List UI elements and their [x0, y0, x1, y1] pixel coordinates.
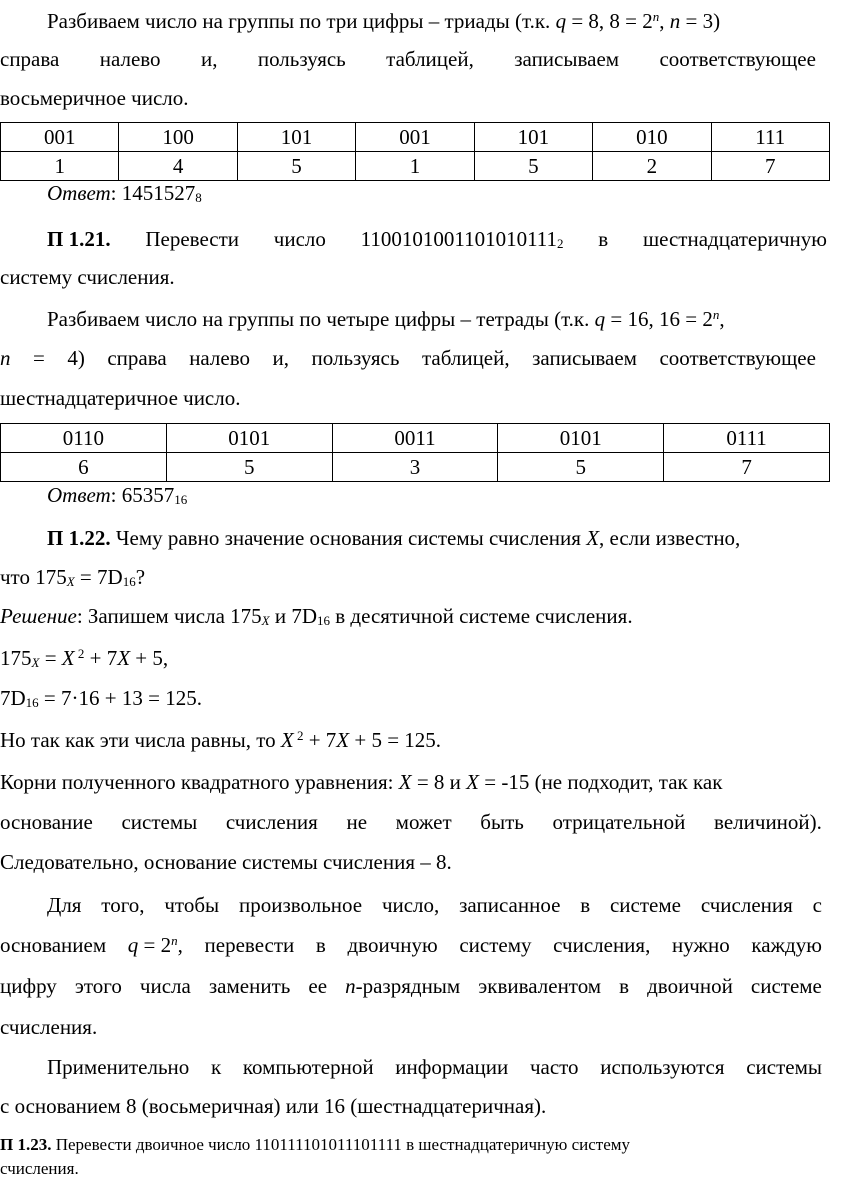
- word: информации: [395, 1055, 509, 1079]
- text: + 7: [84, 646, 118, 670]
- text: =: [39, 646, 62, 670]
- text: + 5 = 125.: [349, 728, 442, 752]
- answer: [47, 485, 863, 506]
- paragraph-line-justified: [0, 49, 816, 70]
- word: записываем: [514, 47, 620, 71]
- exponent: 2: [293, 727, 304, 743]
- var-n: n: [171, 932, 178, 948]
- word: каждую: [751, 933, 822, 957]
- table-cell: 111: [711, 123, 829, 152]
- answer-label: Ответ: [47, 483, 111, 507]
- table-cell: 7: [664, 453, 830, 482]
- word: чтобы: [164, 893, 220, 917]
- word: двоичной: [647, 974, 733, 998]
- word: таблицей,: [386, 47, 474, 71]
- solution-label: Решение: [0, 604, 77, 628]
- word: числа: [139, 974, 191, 998]
- text: Разбиваем число на группы по четыре цифры – тетрады (т.к.: [47, 307, 595, 331]
- paragraph-line: [47, 306, 827, 331]
- table-cell: 001: [1, 123, 119, 152]
- text: = 7·16 + 13 = 125.: [38, 686, 202, 710]
- text: : Запишем числа 175: [76, 604, 262, 628]
- word: записываем: [532, 346, 637, 370]
- text: Чему равно значение основания системы счисления: [110, 526, 587, 550]
- equation-line: [0, 688, 816, 709]
- text: Разбиваем число на группы по три цифры – триады (т.к.: [47, 9, 556, 33]
- table-cell: 0011: [332, 424, 498, 453]
- table-cell: 001: [356, 123, 474, 152]
- word: таблицей,: [421, 346, 510, 370]
- problem-heading: П 1.23.: [0, 1135, 52, 1154]
- table-cell: 3: [332, 453, 498, 482]
- word: к: [210, 1055, 222, 1079]
- var-n: n: [345, 974, 356, 998]
- table-cell: 4: [119, 152, 237, 181]
- text: = 8 и: [411, 770, 467, 794]
- var-x: X: [280, 728, 294, 752]
- var-n: n: [652, 8, 660, 24]
- paragraph-line: [0, 852, 816, 873]
- table-cell: 101: [474, 123, 592, 152]
- text: = 16, 16 = 2: [605, 307, 713, 331]
- word: системы: [121, 810, 198, 834]
- word: с: [812, 893, 822, 917]
- var-q: q: [594, 307, 606, 331]
- problem-1-23-line: [0, 1136, 816, 1153]
- table-cell: 6: [1, 453, 167, 482]
- paragraph-line: [0, 1160, 816, 1177]
- problem-heading: П 1.21.: [47, 227, 111, 251]
- text: -разрядным: [355, 974, 461, 998]
- text: = -15 (не подходит, так как: [478, 770, 723, 794]
- text: счисления.: [0, 1015, 98, 1039]
- word: в: [619, 974, 630, 998]
- text: Перевести двоичное число 110111101011101111 в шестнадцатеричную систему: [51, 1135, 631, 1154]
- text: шестнадцатеричное число.: [0, 386, 241, 410]
- table-cell: 5: [474, 152, 592, 181]
- text: восьмеричное число.: [0, 86, 189, 110]
- word: заменить: [208, 974, 291, 998]
- word: соответствующее: [659, 47, 816, 71]
- table-cell: 5: [237, 152, 355, 181]
- table-cell: 0101: [498, 424, 664, 453]
- tetrads-table: [0, 423, 830, 482]
- table-cell: 5: [498, 453, 664, 482]
- answer: [47, 183, 863, 204]
- table-cell: 2: [593, 152, 711, 181]
- paragraph-line-justified: [0, 976, 822, 997]
- text: = 8, 8 = 2: [566, 9, 653, 33]
- word: число,: [381, 893, 440, 917]
- table-cell: 7: [711, 152, 829, 181]
- word: часто: [529, 1055, 579, 1079]
- table-row: [1, 123, 830, 152]
- word: счисления: [225, 810, 318, 834]
- text: Следовательно, основание системы счисления – 8.: [0, 850, 452, 874]
- text: ,: [659, 9, 670, 33]
- word: того,: [101, 893, 145, 917]
- number: 1100101001101010111: [360, 227, 558, 251]
- table-cell: 1: [356, 152, 474, 181]
- word: пользуясь: [311, 346, 400, 370]
- exponent: 2: [74, 645, 85, 661]
- word: перевести: [204, 933, 295, 957]
- paragraph-line: [47, 8, 827, 33]
- paragraph-line: [0, 1096, 816, 1117]
- word: налево: [99, 47, 161, 71]
- answer-value: 1451527: [121, 181, 196, 205]
- word: ее: [308, 974, 328, 998]
- var-x: X: [336, 728, 350, 752]
- paragraph-line-justified: [0, 348, 816, 369]
- word: величиной).: [714, 810, 822, 834]
- equation-line: [0, 645, 816, 670]
- word: счисления: [700, 893, 793, 917]
- word: Перевести: [145, 227, 240, 251]
- paragraph-line: [0, 727, 816, 752]
- table-cell: 100: [119, 123, 237, 152]
- word: в: [315, 933, 326, 957]
- number-base: 2: [557, 235, 564, 251]
- text: что 175: [0, 565, 67, 589]
- var-x: X: [466, 770, 479, 794]
- binary-number: [361, 229, 564, 250]
- word: систему: [459, 933, 532, 957]
- text: ,: [719, 307, 725, 331]
- text: = 7D: [74, 565, 123, 589]
- word: эквивалентом: [478, 974, 602, 998]
- text: Но так как эти числа равны, то: [0, 728, 281, 752]
- number-base: 16: [25, 694, 39, 710]
- table-cell: 0110: [1, 424, 167, 453]
- word: Применительно: [47, 1055, 190, 1079]
- word: произвольное: [238, 893, 363, 917]
- word: в: [598, 227, 609, 251]
- text: , если известно,: [599, 526, 741, 550]
- table-cell: 0111: [664, 424, 830, 453]
- text: 175: [0, 646, 32, 670]
- answer-base: 16: [174, 491, 188, 507]
- table-cell: 010: [593, 123, 711, 152]
- word: налево: [189, 346, 251, 370]
- table-row: [1, 152, 830, 181]
- text: :: [110, 483, 122, 507]
- word: [345, 976, 460, 997]
- word: системы: [746, 1055, 822, 1079]
- var-q: q: [127, 933, 139, 957]
- word: компьютерной: [242, 1055, 374, 1079]
- var-x: X: [66, 573, 75, 589]
- problem-heading: П 1.22.: [47, 526, 111, 550]
- word: цифру: [0, 974, 57, 998]
- formula: [127, 932, 183, 957]
- paragraph-line: [0, 567, 816, 588]
- paragraph-line: [0, 88, 816, 109]
- paragraph-line: [0, 267, 816, 288]
- var-q: q: [555, 9, 567, 33]
- word: =: [33, 346, 45, 370]
- var-x: X: [261, 612, 270, 628]
- paragraph-line-justified: [47, 895, 822, 916]
- number-base: 16: [317, 612, 330, 628]
- var-x: X: [586, 526, 600, 550]
- word: 4): [67, 346, 85, 370]
- paragraph-line: [0, 772, 830, 793]
- table-row: [1, 424, 830, 453]
- word: Для: [47, 893, 82, 917]
- word: справа: [0, 47, 60, 71]
- word: основание: [0, 810, 93, 834]
- var-n: n: [0, 346, 11, 370]
- paragraph-line-justified: [47, 1057, 822, 1078]
- solution-line: [0, 606, 816, 627]
- text: счисления.: [0, 1159, 79, 1178]
- paragraph-line: [0, 1017, 816, 1038]
- paragraph-line-justified: [0, 812, 822, 833]
- word: используются: [600, 1055, 725, 1079]
- text: ,: [177, 933, 183, 957]
- text: с основанием 8 (восьмеричная) или 16 (шестнадцатеричная).: [0, 1094, 547, 1118]
- word: системе: [609, 893, 681, 917]
- word: этого: [74, 974, 122, 998]
- var-x: X: [31, 654, 40, 670]
- word: системе: [750, 974, 822, 998]
- word: основанием: [0, 933, 107, 957]
- word: записанное: [459, 893, 561, 917]
- word: счисления,: [553, 933, 651, 957]
- paragraph-line: [0, 388, 816, 409]
- text: систему счисления.: [0, 265, 175, 289]
- word: быть: [480, 810, 524, 834]
- text: + 5,: [130, 646, 169, 670]
- text: ?: [135, 565, 146, 589]
- text: Корни полученного квадратного уравнения:: [0, 770, 399, 794]
- text: в десятичной системе счисления.: [330, 604, 633, 628]
- table-cell: 5: [166, 453, 332, 482]
- table-cell: 101: [237, 123, 355, 152]
- var-x: X: [398, 770, 412, 794]
- var-n: n: [669, 9, 681, 33]
- text: и 7D: [269, 604, 317, 628]
- word: нужно: [671, 933, 730, 957]
- text: + 7: [303, 728, 337, 752]
- var-x: X: [117, 646, 131, 670]
- word: двоичную: [347, 933, 438, 957]
- word: справа: [107, 346, 167, 370]
- answer-label: Ответ: [47, 181, 111, 205]
- problem-1-22-line: [47, 528, 827, 549]
- word: в: [580, 893, 591, 917]
- answer-value: 65357: [121, 483, 175, 507]
- word: отрицательной: [552, 810, 686, 834]
- paragraph-line-justified: [0, 932, 822, 957]
- table-row: [1, 453, 830, 482]
- word: соответствующее: [659, 346, 816, 370]
- var-n: n: [712, 306, 720, 322]
- text: = 3): [680, 9, 721, 33]
- text: :: [110, 181, 122, 205]
- triads-table: [0, 122, 830, 181]
- number-base: 16: [122, 573, 136, 589]
- table-cell: 0101: [166, 424, 332, 453]
- word: пользуясь: [257, 47, 346, 71]
- word: не: [346, 810, 368, 834]
- word: число: [273, 227, 326, 251]
- word: шестнадцатеричную: [642, 227, 827, 251]
- word: и,: [200, 47, 218, 71]
- table-cell: 1: [1, 152, 119, 181]
- word: и,: [272, 346, 290, 370]
- answer-base: 8: [195, 189, 202, 205]
- var-x: X: [61, 646, 75, 670]
- word: может: [395, 810, 452, 834]
- text: = 2: [138, 933, 172, 957]
- problem-1-21-line: [47, 229, 827, 250]
- text: 7D: [0, 686, 26, 710]
